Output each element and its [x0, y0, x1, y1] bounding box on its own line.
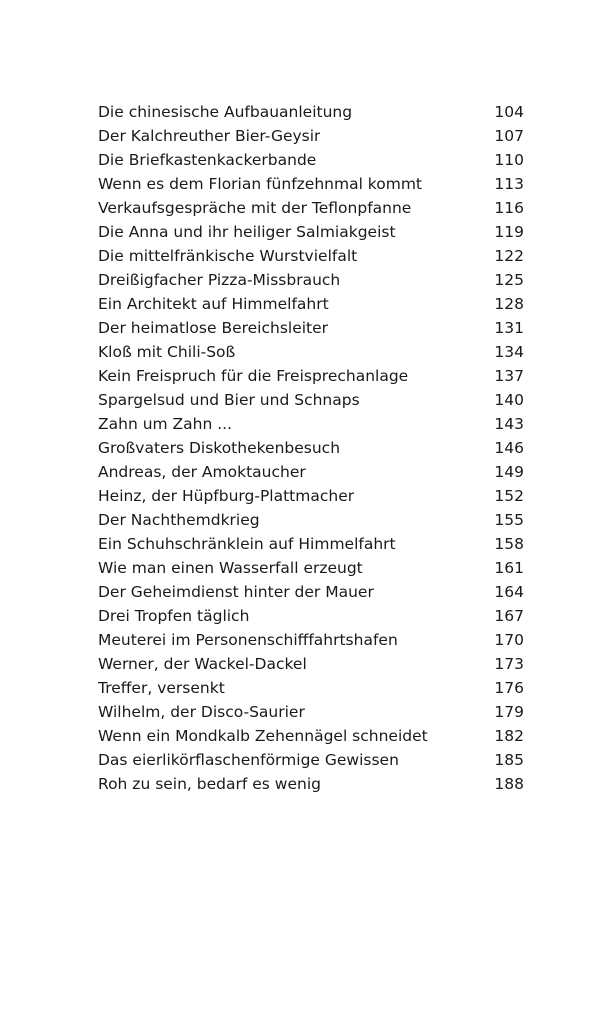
toc-entry	[98, 724, 524, 748]
toc-entry-title: Dreißigfacher Pizza-Missbrauch	[98, 271, 341, 289]
toc-entry-page: 119	[494, 223, 524, 241]
toc-entry-page: 107	[494, 127, 524, 145]
toc-entry	[98, 508, 524, 532]
toc-entry-title: Werner, der Wackel-Dackel	[98, 655, 307, 673]
toc-entry-title: Wenn es dem Florian fünfzehnmal kommt	[98, 175, 422, 193]
toc-entry-page: 104	[494, 103, 524, 121]
toc-entry-title: Großvaters Diskothekenbesuch	[98, 439, 341, 457]
toc-entry-title: Kein Freispruch für die Freisprechanlage	[98, 367, 409, 385]
toc-entry	[98, 268, 524, 292]
toc-entry-page: 158	[494, 535, 524, 553]
toc-entry-page: 161	[494, 559, 524, 577]
toc-entry-page: 122	[494, 247, 524, 265]
toc-entry-page: 146	[494, 439, 524, 457]
toc-entry	[98, 772, 524, 796]
toc-entry-title: Drei Tropfen täglich	[98, 607, 250, 625]
toc-entry	[98, 532, 524, 556]
toc-entry-page: 182	[494, 727, 524, 745]
toc-entry	[98, 628, 524, 652]
toc-entry	[98, 340, 524, 364]
toc-entry-title: Roh zu sein, bedarf es wenig	[98, 775, 321, 793]
toc-entry-title: Wie man einen Wasserfall erzeugt	[98, 559, 363, 577]
toc-entry-title: Der Kalchreuther Bier-Geysir	[98, 127, 321, 145]
toc-entry	[98, 364, 524, 388]
toc-entry-title: Verkaufsgespräche mit der Teflonpfanne	[98, 199, 412, 217]
toc-entry-page: 116	[494, 199, 524, 217]
toc-entry-title: Zahn um Zahn ...	[98, 415, 233, 433]
toc-entry-page: 110	[494, 151, 524, 169]
toc-entry	[98, 148, 524, 172]
toc-entry-page: 134	[494, 343, 524, 361]
toc-entry-page: 164	[494, 583, 524, 601]
toc-entry	[98, 244, 524, 268]
toc-entry-title: Die chinesische Aufbauanleitung	[98, 103, 353, 121]
toc-entry-title: Wilhelm, der Disco-Saurier	[98, 703, 305, 721]
toc-entry-page: 131	[494, 319, 524, 337]
toc-entry-page: 152	[494, 487, 524, 505]
table-of-contents	[98, 100, 524, 796]
toc-entry-title: Ein Architekt auf Himmelfahrt	[98, 295, 329, 313]
toc-entry	[98, 412, 524, 436]
toc-entry-title: Treffer, versenkt	[98, 679, 225, 697]
toc-entry	[98, 748, 524, 772]
toc-entry-title: Ein Schuhschränklein auf Himmelfahrt	[98, 535, 396, 553]
toc-entry	[98, 100, 524, 124]
toc-entry-title: Die mittelfränkische Wurstvielfalt	[98, 247, 358, 265]
toc-entry-title: Das eierlikörflaschenförmige Gewissen	[98, 751, 399, 769]
toc-entry-page: 140	[494, 391, 524, 409]
toc-entry	[98, 460, 524, 484]
toc-entry-title: Der Geheimdienst hinter der Mauer	[98, 583, 374, 601]
toc-entry	[98, 700, 524, 724]
toc-entry-page: 128	[494, 295, 524, 313]
toc-entry	[98, 652, 524, 676]
toc-entry-title: Die Anna und ihr heiliger Salmiakgeist	[98, 223, 396, 241]
toc-entry	[98, 124, 524, 148]
toc-entry	[98, 316, 524, 340]
toc-entry-page: 143	[494, 415, 524, 433]
toc-entry-page: 173	[494, 655, 524, 673]
toc-entry	[98, 604, 524, 628]
toc-entry-page: 170	[494, 631, 524, 649]
toc-entry-page: 167	[494, 607, 524, 625]
toc-entry	[98, 196, 524, 220]
toc-entry-title: Andreas, der Amoktaucher	[98, 463, 306, 481]
toc-entry	[98, 172, 524, 196]
toc-entry	[98, 580, 524, 604]
toc-entry-title: Kloß mit Chili-Soß	[98, 343, 236, 361]
toc-entry-title: Heinz, der Hüpfburg-Plattmacher	[98, 487, 355, 505]
toc-entry	[98, 388, 524, 412]
toc-entry-page: 179	[494, 703, 524, 721]
toc-entry-title: Wenn ein Mondkalb Zehennägel schneidet	[98, 727, 428, 745]
toc-entry-page: 137	[494, 367, 524, 385]
toc-entry-page: 113	[494, 175, 524, 193]
toc-entry-title: Meuterei im Personenschifffahrtshafen	[98, 631, 398, 649]
toc-entry-title: Spargelsud und Bier und Schnaps	[98, 391, 360, 409]
toc-entry	[98, 676, 524, 700]
toc-entry-page: 185	[494, 751, 524, 769]
toc-entry-page: 176	[494, 679, 524, 697]
toc-entry-page: 125	[494, 271, 524, 289]
toc-entry-page: 149	[494, 463, 524, 481]
toc-entry-page: 188	[494, 775, 524, 793]
toc-entry	[98, 292, 524, 316]
toc-entry	[98, 556, 524, 580]
toc-entry-title: Der heimatlose Bereichsleiter	[98, 319, 329, 337]
toc-entry	[98, 436, 524, 460]
toc-entry	[98, 220, 524, 244]
toc-entry-page: 155	[494, 511, 524, 529]
toc-entry-title: Der Nachthemdkrieg	[98, 511, 260, 529]
toc-entry	[98, 484, 524, 508]
toc-entry-title: Die Briefkastenkackerbande	[98, 151, 317, 169]
